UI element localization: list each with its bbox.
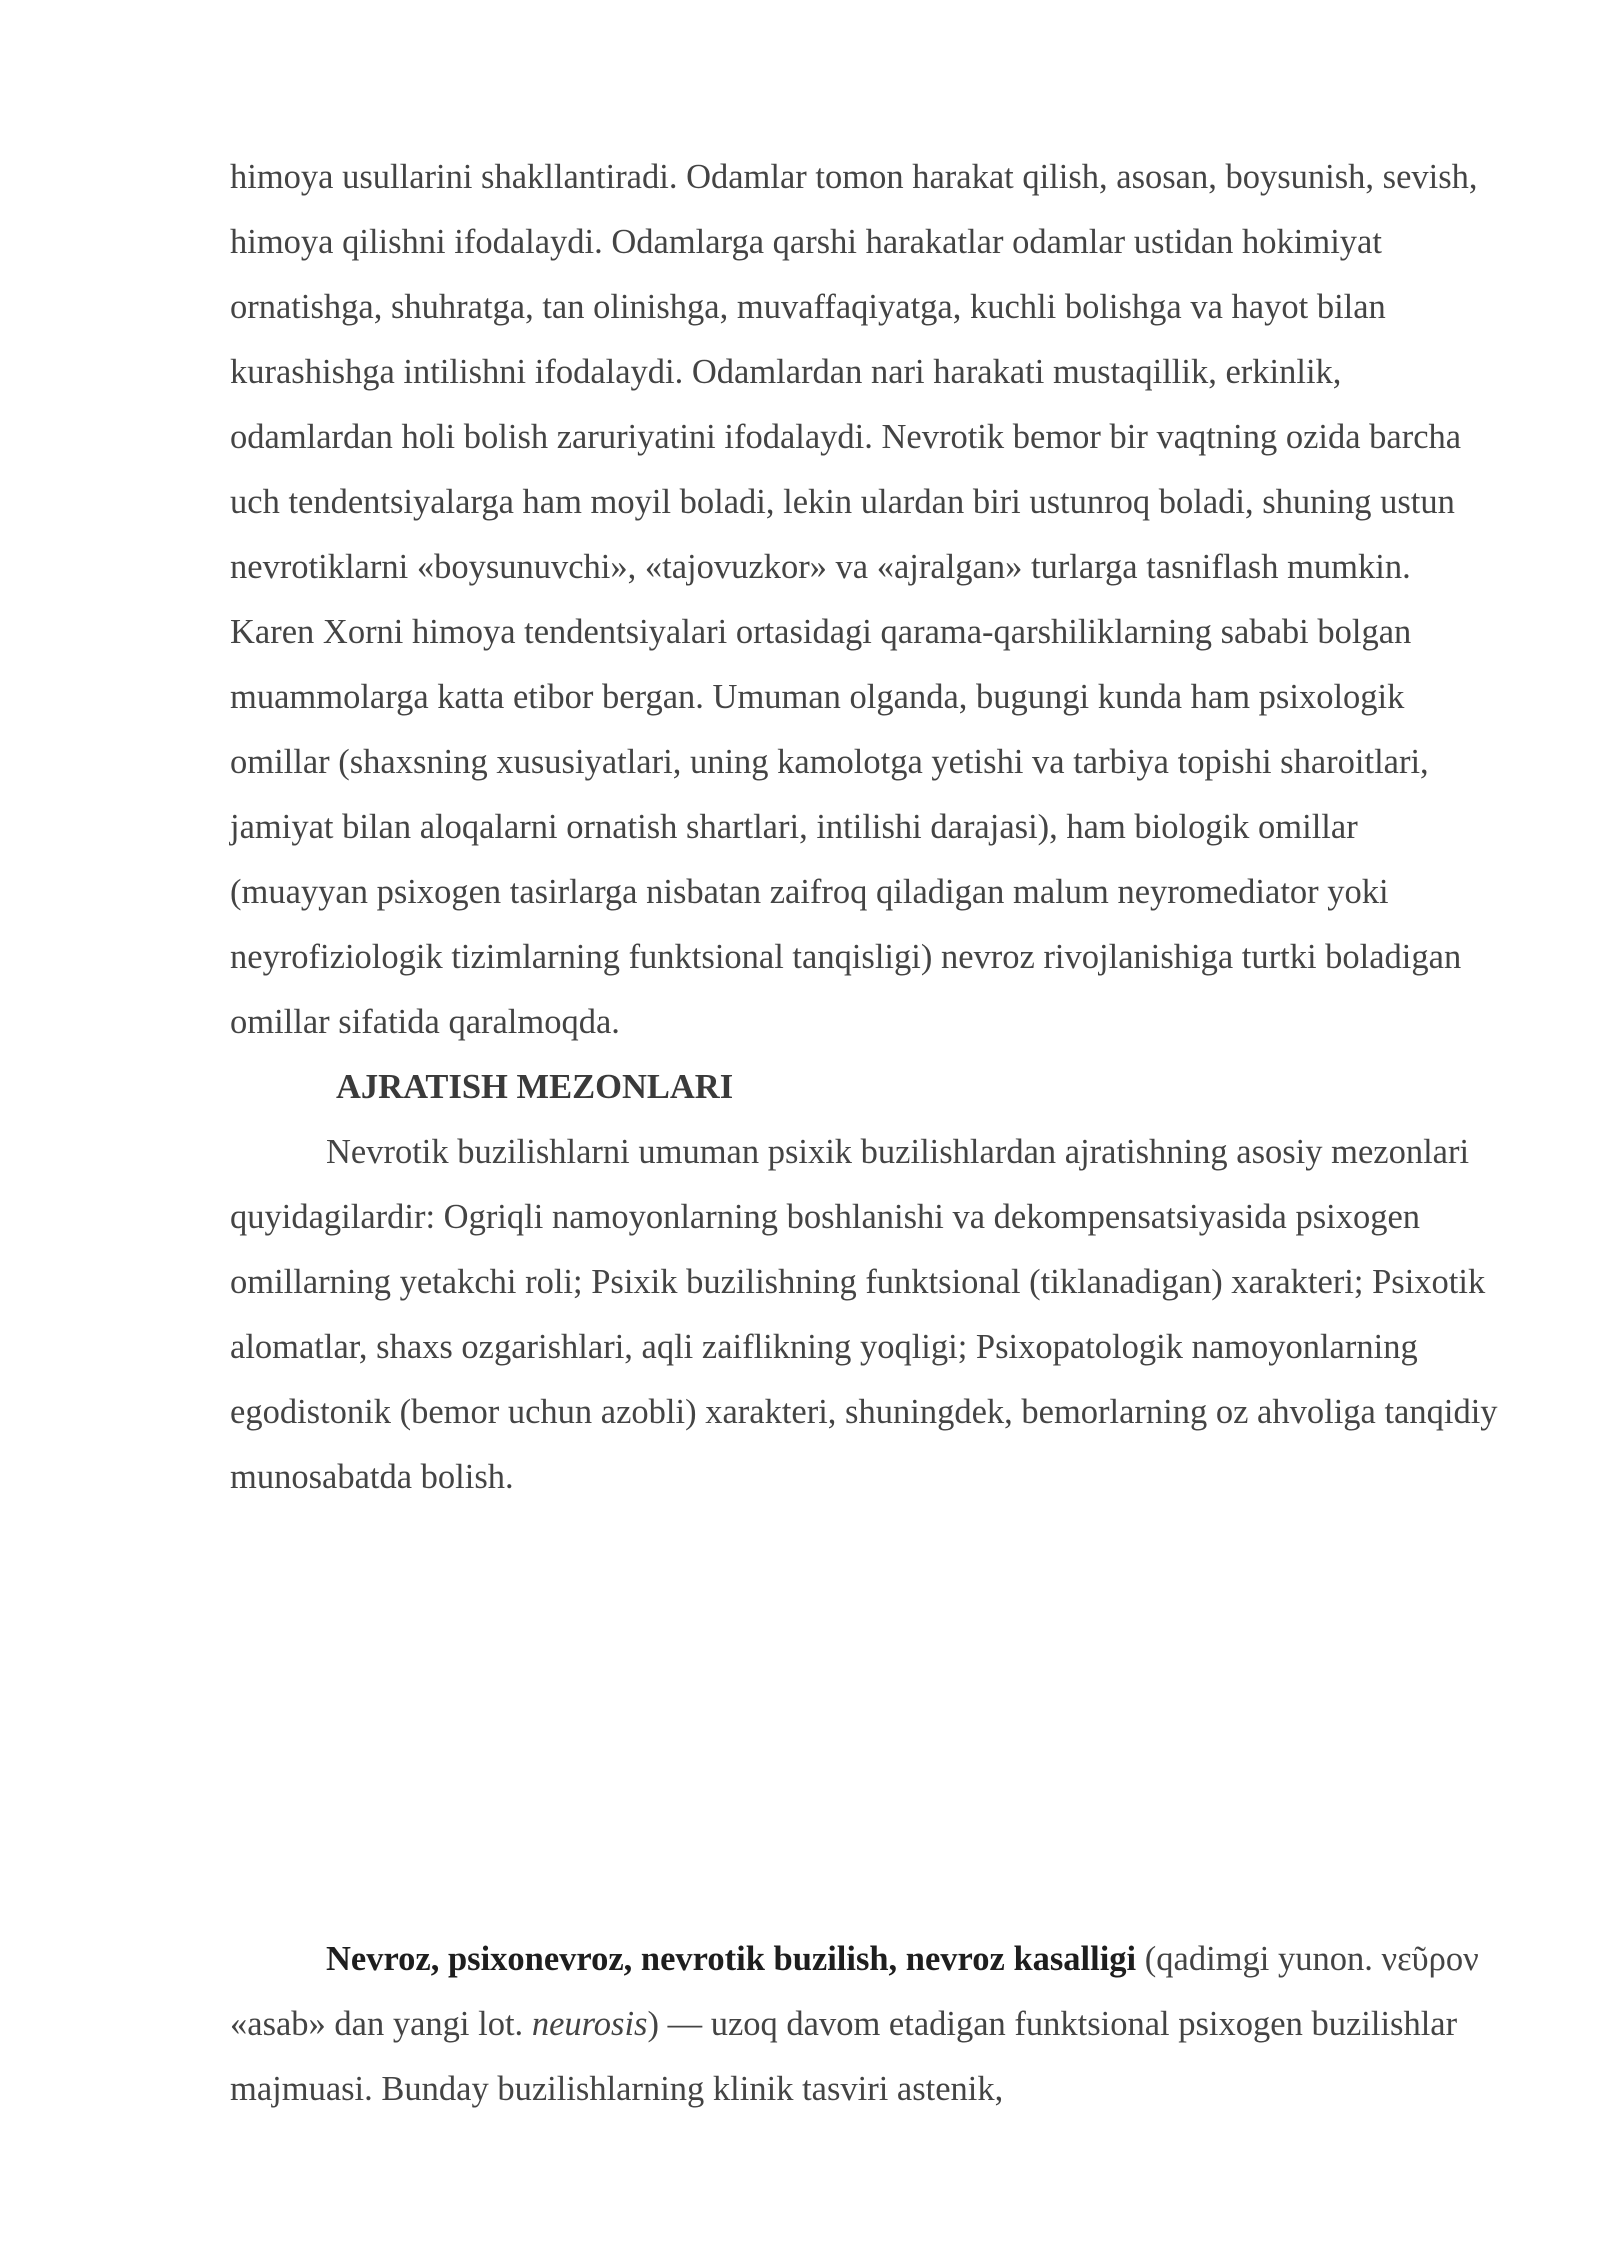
neurosis-term-bold: Nevroz, psixonevroz, nevrotik buzilish, nevroz kasalligi (326, 1940, 1137, 1978)
paragraph-3 (230, 1927, 1500, 2122)
paragraph-1: himoya usullarini shakllantiradi. Odamlar tomon harakat qilish, asosan, boysunish, sevish, himoya qilishni ifodalaydi. Odamlarga qarshi harakatlar odamlar ustidan hokimiyat ornatishga, shuhratga, tan olinishga, muvaffaqiyatga, kuchli bolishga va hayot bilan kurashishga intilishni ifodalaydi. Odamlardan nari harakati mustaqillik, erkinlik, odamlardan holi bolish zaruriyatini ifodalaydi. Nevrotik bemor bir vaqtning ozida barcha uch tendentsiyalarga ham moyil boladi, lekin ulardan biri ustunroq boladi, shuning ustun nevrotiklarni «boysunuvchi», «tajovuzkor» va «ajralgan» turlarga tasniflash mumkin. Karen Xorni himoya tendentsiyalari ortasidagi qarama-qarshiliklarning sababi bolgan muammolarga katta etibor bergan. Umuman olganda, bugungi kunda ham psixologik omillar (shaxsning xususiyatlari, uning kamolotga yetishi va tarbiya topishi sharoitlari, jamiyat bilan aloqalarni ornatish shartlari, intilishi darajasi), ham biologik omillar (muayyan psixogen tasirlarga nisbatan zaifroq qiladigan malum neyromediator yoki neyrofiziologik tizimlarning funktsional tanqisligi) nevroz rivojlanishiga turtki boladigan omillar sifatida qaralmoqda. (230, 158, 1478, 1041)
section-heading: AJRATISH MEZONLARI (336, 1068, 734, 1106)
neurosis-term-italic: neurosis (531, 2005, 648, 2043)
paragraph-2: Nevrotik buzilishlarni umuman psixik buzilishlardan ajratishning asosiy mezonlari quyidagilardir: Ogriqli namoyonlarning boshlanishi va dekompensatsiyasida psixogen omillarning yetakchi roli; Psixik buzilishning funktsional (tiklanadigan) xarakteri; Psixotik alomatlar, shaxs ozgarishlari, aqli zaiflikning yoqligi; Psixopatologik namoyonlarning egodistonik (bemor uchun azobli) xarakteri, shuningdek, bemorlarning oz ahvoliga tanqidiy munosabatda bolish. (230, 1133, 1498, 1496)
paragraph-3-text-a: (qadimgi yunon. νεῦρον «asab» dan yangi lot. (230, 1940, 1479, 2043)
paragraph-3-text-b: ) — uzoq davom etadigan funktsional psixogen buzilishlar majmuasi. Bunday buzilishlarning klinik tasviri astenik, (230, 2005, 1458, 2108)
text-block-top (230, 145, 1500, 1510)
text-block-bottom (230, 1927, 1500, 2122)
